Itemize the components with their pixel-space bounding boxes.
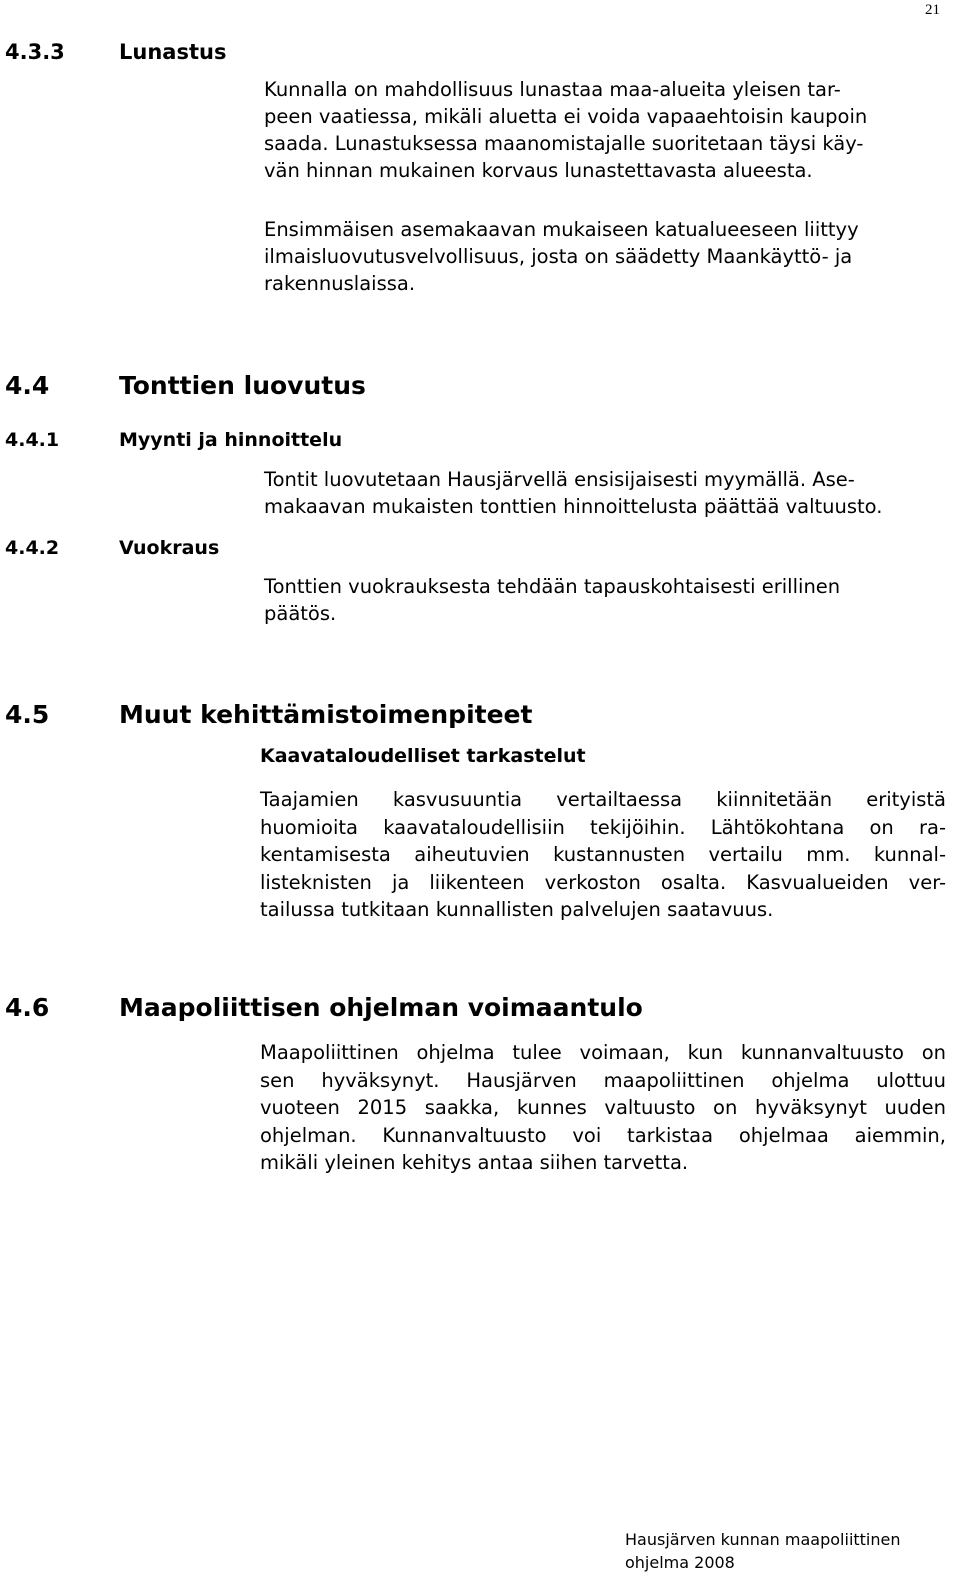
paragraph-lunastus-2	[264, 216, 859, 297]
text-line: päätös.	[264, 602, 337, 625]
text-line: makaavan mukaisten tonttien hinnoittelusta päättää valtuusto.	[264, 495, 883, 518]
text-line: rakennuslaissa.	[264, 272, 416, 295]
footer-line: ohjelma 2008	[625, 1553, 735, 1572]
section-title-voimaantulo: Maapoliittisen ohjelman voimaantulo	[119, 993, 643, 1022]
section-title-muut-kehittamistoimenpiteet: Muut kehittämistoimenpiteet	[119, 700, 533, 729]
section-number-4-4: 4.4	[5, 371, 50, 400]
text-line: listeknisten ja liikenteen verkoston osalta. Kasvualueiden ver-	[260, 870, 946, 894]
text-line: ohjelman. Kunnanvaltuusto voi tarkistaa ohjelmaa aiemmin,	[260, 1123, 946, 1147]
section-number-4-4-1: 4.4.1	[5, 429, 60, 451]
page-number: 21	[925, 2, 940, 18]
page-footer	[625, 1528, 901, 1574]
section-title-vuokraus: Vuokraus	[119, 537, 220, 559]
text-line: Maapoliittinen ohjelma tulee voimaan, kun kunnanvaltuusto on	[260, 1041, 946, 1064]
section-title-lunastus: Lunastus	[119, 40, 227, 64]
text-line: ilmaisluovutusvelvollisuus, josta on säädetty Maankäyttö- ja	[264, 245, 853, 268]
text-line: Ensimmäisen asemakaavan mukaiseen katualueeseen liittyy	[264, 218, 859, 241]
section-number-4-6: 4.6	[5, 993, 50, 1022]
text-line: vuoteen 2015 saakka, kunnes valtuusto on hyväksynyt uuden	[260, 1096, 946, 1119]
text-line: tailussa tutkitaan kunnallisten palvelujen saatavuus.	[260, 898, 774, 921]
section-number-4-4-2: 4.4.2	[5, 537, 60, 559]
paragraph-myynti	[264, 466, 882, 520]
paragraph-voimaantulo	[260, 1039, 946, 1177]
text-line: peen vaatiessa, mikäli aluetta ei voida vapaaehtoisin kaupoin	[264, 105, 868, 128]
section-number-4-5: 4.5	[5, 700, 50, 729]
text-line: Taajamien kasvusuuntia vertailtaessa kiinnitetään erityistä	[260, 788, 946, 811]
text-line: mikäli yleinen kehitys antaa siihen tarvetta.	[260, 1151, 689, 1174]
text-line: sen hyväksynyt. Hausjärven maapoliittinen ohjelma ulottuu	[260, 1068, 946, 1092]
text-line: saada. Lunastuksessa maanomistajalle suoritetaan täysi käy-	[264, 132, 864, 155]
text-line: huomioita kaavataloudellisiin tekijöihin. Lähtökohtana on ra-	[260, 815, 946, 839]
text-line: Kunnalla on mahdollisuus lunastaa maa-alueita yleisen tar-	[264, 78, 841, 101]
footer-line: Hausjärven kunnan maapoliittinen	[625, 1530, 901, 1549]
section-title-tonttien-luovutus: Tonttien luovutus	[119, 371, 366, 400]
subheading-kaavataloudelliset: Kaavataloudelliset tarkastelut	[260, 745, 586, 767]
paragraph-kaavataloudelliset	[260, 786, 946, 924]
paragraph-vuokraus	[264, 573, 840, 627]
text-line: Tonttien vuokrauksesta tehdään tapauskohtaisesti erillinen	[264, 575, 841, 598]
text-line: Tontit luovutetaan Hausjärvellä ensisijaisesti myymällä. Ase-	[264, 468, 855, 491]
section-number-4-3-3: 4.3.3	[5, 40, 65, 64]
paragraph-lunastus-1	[264, 76, 867, 184]
text-line: kentamisesta aiheutuvien kustannusten vertailu mm. kunnal-	[260, 843, 946, 866]
text-line: vän hinnan mukainen korvaus lunastettavasta alueesta.	[264, 159, 813, 182]
section-title-myynti: Myynti ja hinnoittelu	[119, 429, 343, 451]
